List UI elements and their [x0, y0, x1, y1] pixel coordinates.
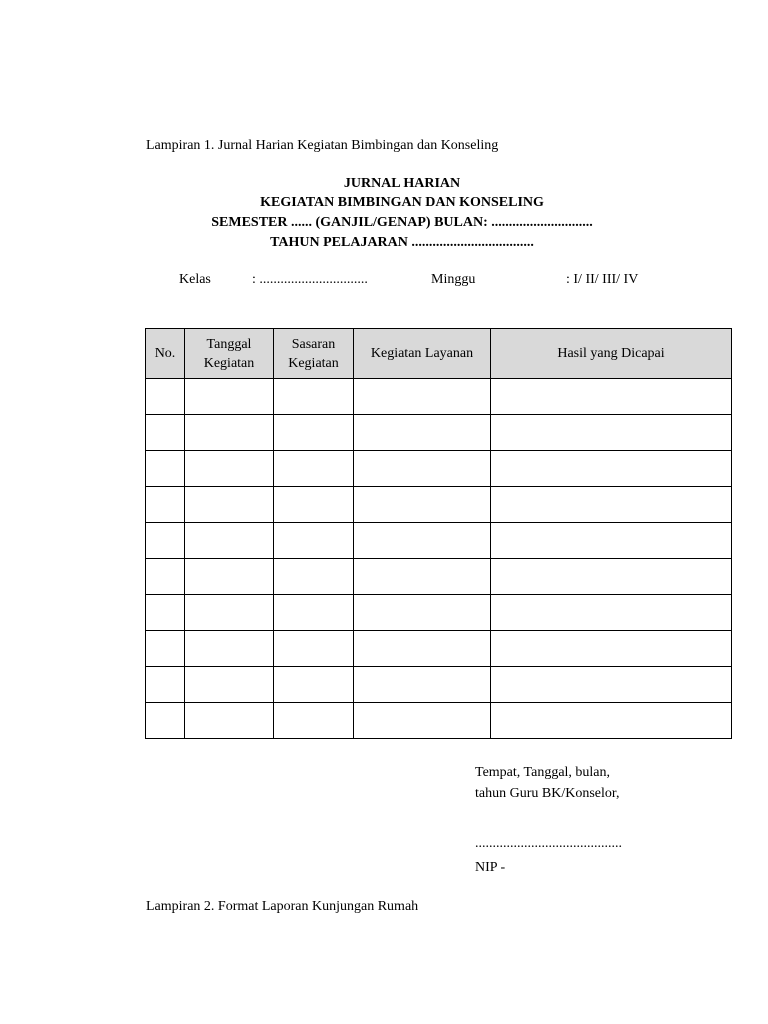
table-row [146, 703, 732, 739]
table-cell [146, 631, 185, 667]
table-row [146, 559, 732, 595]
table-cell [491, 703, 732, 739]
table-cell [274, 523, 354, 559]
heading-subtitle: KEGIATAN BIMBINGAN DAN KONSELING [260, 195, 544, 210]
table-cell [491, 487, 732, 523]
table-cell [185, 703, 274, 739]
header-label: Kegiatan Layanan [370, 346, 474, 361]
table-cell [274, 703, 354, 739]
lampiran-1-caption: Lampiran 1. Jurnal Harian Kegiatan Bimbingan dan Konseling [146, 138, 499, 153]
table-cell [491, 631, 732, 667]
heading-tahun: TAHUN PELAJARAN ................................... [270, 235, 534, 250]
table-cell [185, 559, 274, 595]
signature-role: tahun Guru BK/Konselor, [475, 786, 620, 801]
table-cell [274, 451, 354, 487]
table-cell [146, 667, 185, 703]
minggu-label: Minggu [431, 272, 476, 287]
header-label: No. [154, 346, 176, 361]
header-tanggal-kegiatan [185, 329, 274, 379]
table-row [146, 631, 732, 667]
table-cell [185, 451, 274, 487]
heading-semester: SEMESTER ...... (GANJIL/GENAP) BULAN: ............................. [211, 215, 593, 230]
signature-nip: NIP - [475, 860, 506, 875]
table-cell [274, 667, 354, 703]
kelas-label: Kelas [179, 272, 211, 287]
table-cell [185, 595, 274, 631]
table-cell [491, 379, 732, 415]
table-cell [146, 595, 185, 631]
table-cell [146, 379, 185, 415]
table-cell [146, 487, 185, 523]
table-cell [354, 451, 491, 487]
header-label: Kegiatan [288, 355, 339, 371]
table-cell [185, 415, 274, 451]
table-row [146, 415, 732, 451]
table-cell [146, 559, 185, 595]
table-cell [491, 595, 732, 631]
table-cell [354, 379, 491, 415]
heading-title: JURNAL HARIAN [343, 176, 461, 191]
table-cell [491, 451, 732, 487]
table-cell [354, 487, 491, 523]
table-cell [274, 559, 354, 595]
table-cell [491, 667, 732, 703]
table-cell [354, 415, 491, 451]
header-label: Kegiatan [203, 355, 255, 371]
table-cell [491, 415, 732, 451]
table-cell [354, 595, 491, 631]
header-hasil-dicapai [491, 329, 732, 379]
table-cell [274, 487, 354, 523]
table-cell [146, 451, 185, 487]
header-kegiatan-layanan [354, 329, 491, 379]
table-cell [185, 631, 274, 667]
table-cell [185, 523, 274, 559]
header-label: Sasaran [291, 336, 336, 352]
table-cell [491, 523, 732, 559]
kelas-value: : ............................... [252, 272, 368, 287]
table-cell [274, 379, 354, 415]
table-cell [146, 415, 185, 451]
table-header-row [146, 329, 732, 379]
table-row [146, 487, 732, 523]
table-cell [354, 523, 491, 559]
table-cell [491, 559, 732, 595]
header-label: Hasil yang Dicapai [557, 346, 665, 361]
minggu-value: : I/ II/ III/ IV [566, 272, 639, 287]
table-cell [185, 379, 274, 415]
lampiran-2-caption: Lampiran 2. Format Laporan Kunjungan Rumah [146, 899, 419, 914]
journal-table [145, 328, 732, 739]
signature-place-date: Tempat, Tanggal, bulan, [475, 765, 611, 780]
signature-line: .......................................... [475, 836, 622, 851]
table-cell [274, 415, 354, 451]
table-cell [185, 487, 274, 523]
table-cell [354, 559, 491, 595]
table-cell [146, 703, 185, 739]
table-row [146, 523, 732, 559]
table-cell [354, 667, 491, 703]
table-cell [185, 667, 274, 703]
table-cell [274, 595, 354, 631]
table-cell [354, 631, 491, 667]
table-cell [274, 631, 354, 667]
header-sasaran-kegiatan [274, 329, 354, 379]
table-body [146, 379, 732, 739]
table-row [146, 667, 732, 703]
table-cell [146, 523, 185, 559]
table-row [146, 595, 732, 631]
table-cell [354, 703, 491, 739]
table-row [146, 451, 732, 487]
header-no [146, 329, 185, 379]
table-row [146, 379, 732, 415]
header-label: Tanggal [206, 336, 252, 352]
